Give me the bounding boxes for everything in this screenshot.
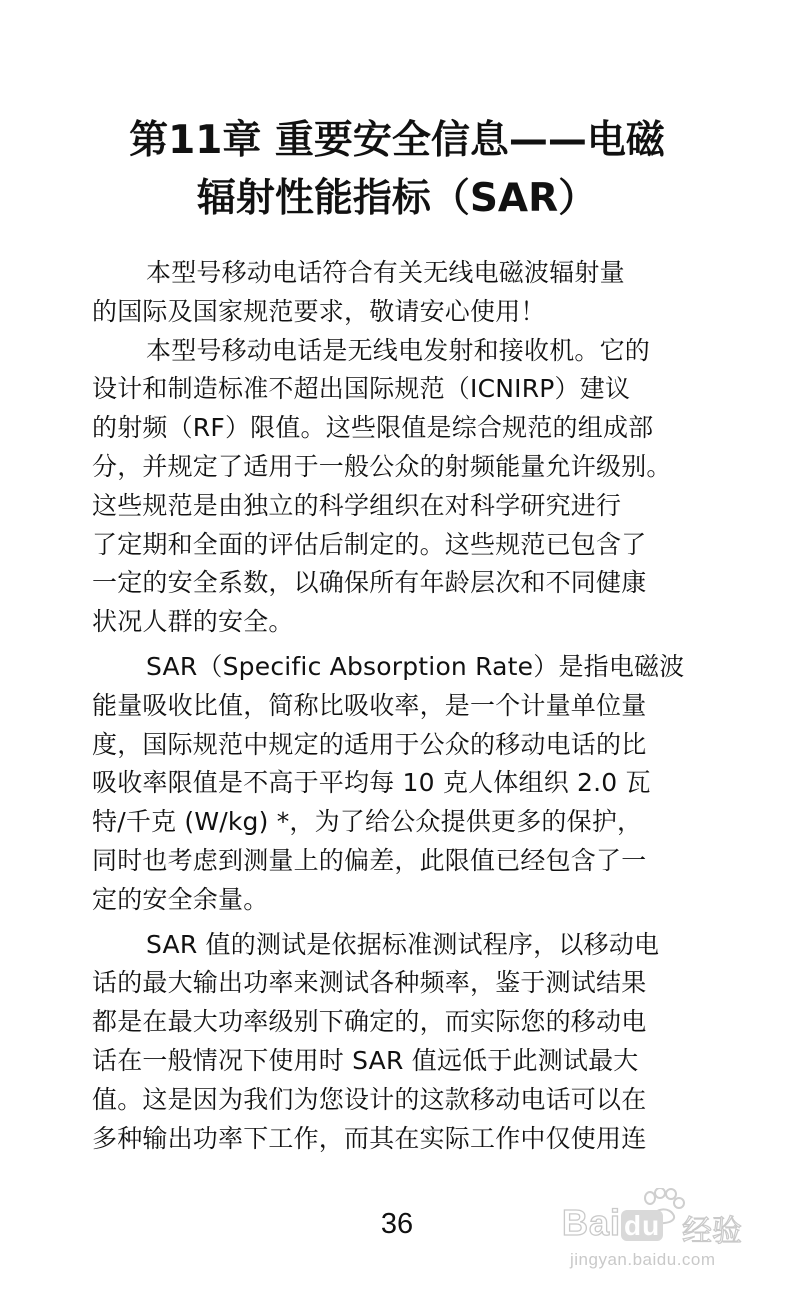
chapter-title bbox=[60, 112, 734, 228]
text-line: 能量吸收比值，简称比吸收率，是一个计量单位量 bbox=[92, 690, 647, 720]
text-line: 多种输出功率下工作，而其在实际工作中仅使用连 bbox=[92, 1123, 647, 1153]
text-line: 一定的安全系数，以确保所有年龄层次和不同健康 bbox=[92, 568, 647, 598]
text-line: 的国际及国家规范要求，敬请安心使用！ bbox=[92, 296, 546, 326]
paragraph-sar-testing bbox=[92, 926, 732, 1159]
text-line: 同时也考虑到测量上的偏差，此限值已经包含了一 bbox=[92, 845, 647, 875]
text-line: 状况人群的安全。 bbox=[92, 607, 294, 637]
text-line: 分，并规定了适用于一般公众的射频能量允许级别。 bbox=[92, 451, 672, 481]
paragraph-compliance bbox=[92, 254, 732, 332]
text-line: 特/千克 (W/kg) *，为了给公众提供更多的保护， bbox=[92, 807, 643, 837]
text-line: 这些规范是由独立的科学组织在对科学研究进行 bbox=[92, 490, 622, 520]
paragraph-sar-definition bbox=[92, 648, 732, 920]
page-number: 36 bbox=[380, 1208, 414, 1240]
text-line: 本型号移动电话符合有关无线电磁波辐射量 bbox=[146, 258, 625, 287]
paragraph-icnirp bbox=[92, 332, 732, 642]
watermark-url: jingyan.baidu.com bbox=[570, 1250, 716, 1269]
text-line: 了定期和全面的评估后制定的。这些规范已包含了 bbox=[92, 529, 647, 559]
text-line: 值。这是因为我们为您设计的这款移动电话可以在 bbox=[92, 1084, 647, 1114]
text-line: 度，国际规范中规定的适用于公众的移动电话的比 bbox=[92, 729, 647, 759]
chapter-title-line-1: 第11章 重要安全信息——电磁 bbox=[129, 118, 665, 163]
text-line: SAR（Specific Absorption Rate）是指电磁波 bbox=[146, 651, 685, 681]
text-line: 话在一般情况下使用时 SAR 值远低于此测试最大 bbox=[92, 1045, 639, 1075]
baidu-jingyan-watermark bbox=[560, 1180, 780, 1290]
text-line: SAR 值的测试是依据标准测试程序，以移动电 bbox=[146, 929, 660, 959]
watermark-brand-cn: 经验 bbox=[682, 1214, 742, 1249]
body-text bbox=[92, 254, 732, 1158]
text-line: 本型号移动电话是无线电发射和接收机。它的 bbox=[146, 335, 651, 365]
text-line: 设计和制造标准不超出国际规范（ICNIRP）建议 bbox=[92, 374, 631, 404]
text-line: 的射频（RF）限值。这些限值是综合规范的组成部 bbox=[92, 413, 654, 443]
text-line: 吸收率限值是不高于平均每 10 克人体组织 2.0 瓦 bbox=[92, 768, 651, 798]
chapter-title-line-2: 辐射性能指标（SAR） bbox=[196, 176, 598, 221]
watermark-brand-box: du bbox=[621, 1210, 663, 1241]
text-line: 都是在最大功率级别下确定的，而实际您的移动电 bbox=[92, 1007, 647, 1037]
watermark-brand bbox=[562, 1202, 663, 1244]
watermark-brand-prefix: Bai bbox=[562, 1202, 622, 1243]
text-line: 定的安全余量。 bbox=[92, 884, 269, 914]
text-line: 话的最大输出功率来测试各种频率，鉴于测试结果 bbox=[92, 968, 647, 998]
